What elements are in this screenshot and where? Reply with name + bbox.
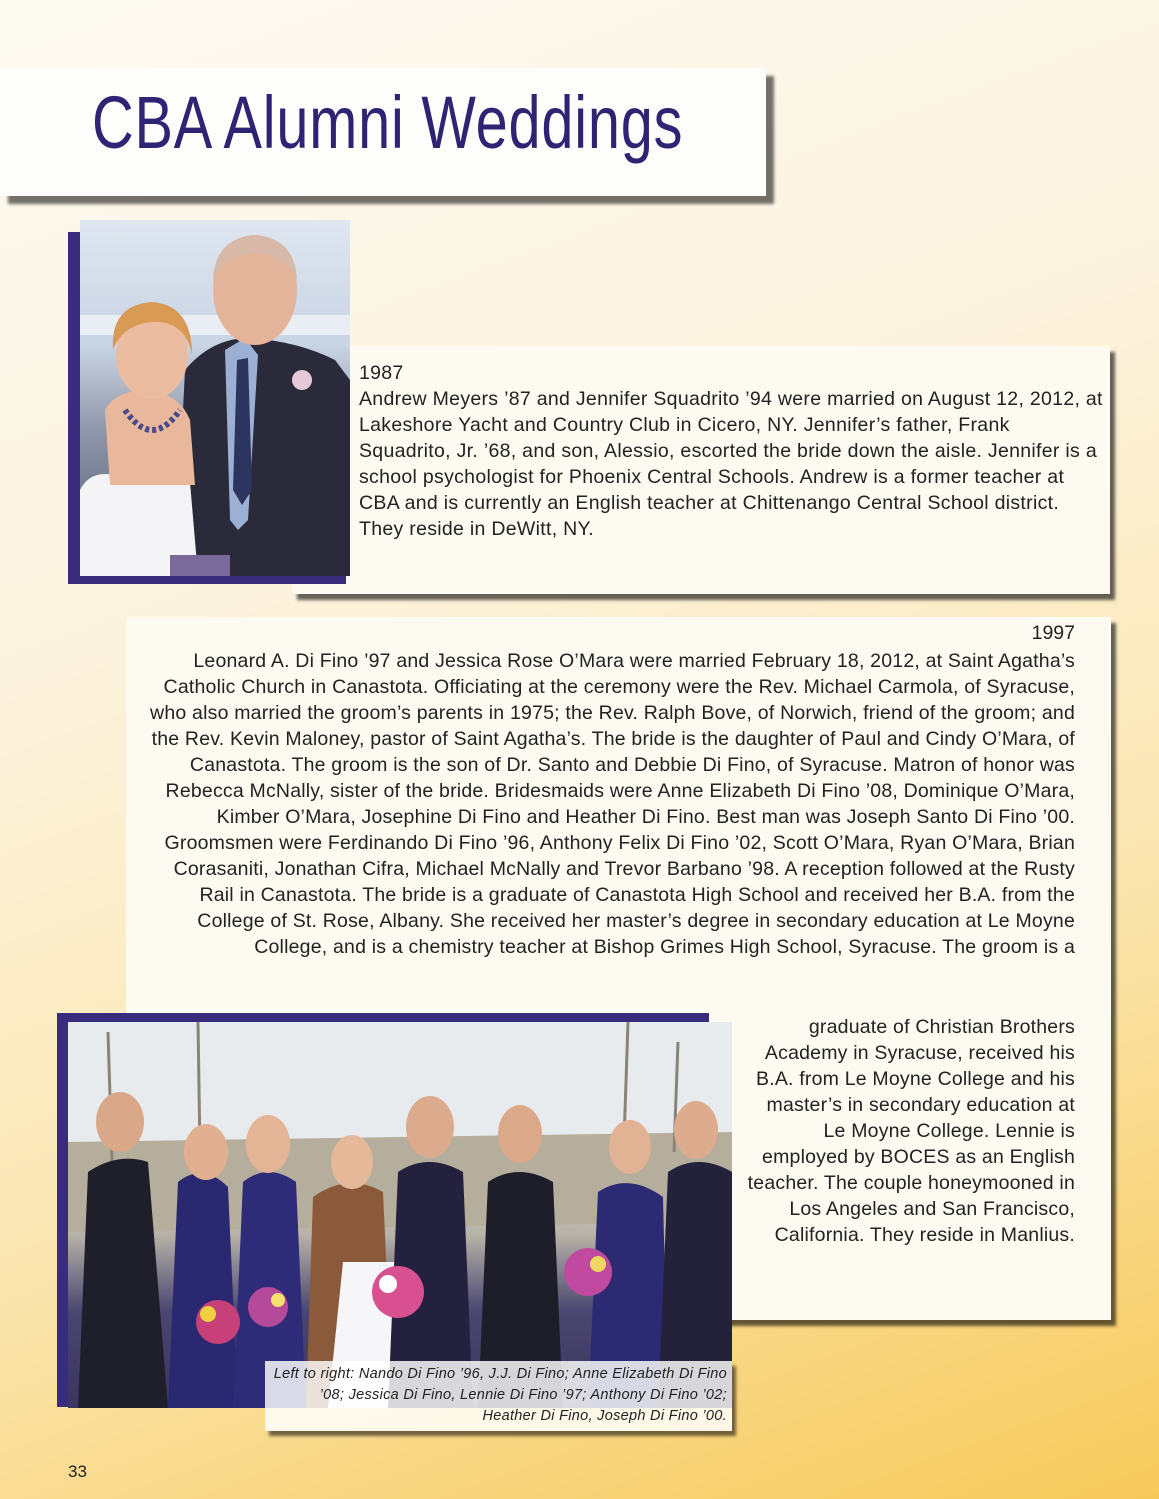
wedding-photo-1987 — [80, 220, 350, 576]
wedding-photo-1997 — [68, 1022, 732, 1408]
photo-caption: Left to right: Nando Di Fino ’96, J.J. Di Fino; Anne Elizabeth Di Fino ’08; Jessica Di Fino, Lennie Di Fino ’97; Anthony Di Fino ’02; Heather Di Fino, Joseph Di Fino ’00. — [273, 1366, 727, 1424]
entry-1987-year: 1987 — [359, 362, 404, 384]
entry-1987-paragraph: Andrew Meyers ’87 and Jennifer Squadrito ’94 were married on August 12, 2012, at Lakeshore Yacht and Country Club in Cicero, NY. Jennifer’s father, Frank Squadrito, Jr. ’68, and son, Alessio, escorted the bride down the aisle. Jennifer is a school psychologist for Phoenix Central Schools. Andrew is a former teacher at CBA and is currently an English teacher at Chittenango Central School district. They reside in DeWitt, NY. — [359, 388, 1103, 540]
entry-1997-paragraph-top: Leonard A. Di Fino ’97 and Jessica Rose O’Mara were married February 18, 2012, at Saint Agatha’s Catholic Church in Canastota. Officiating at the ceremony were the Rev. Michael Carmola, of Syracuse, who also married the groom’s parents in 1975; the Rev. Ralph Bove, of Norwich, friend of the groom; and the Rev. Kevin Maloney, pastor of Saint Agatha’s. The bride is the daughter of Paul and Cindy O’Mara, of Canastota. The groom is the son of Dr. Santo and Debbie Di Fino, of Syracuse. Matron of honor was Rebecca McNally, sister of the bride. Bridesmaids were Anne Elizabeth Di Fino ’08, Dominique O’Mara, Kimber O’Mara, Josephine Di Fino and Heather Di Fino. Best man was Joseph Santo Di Fino ’00. Groomsmen were Ferdinando Di Fino ’96, Anthony Felix Di Fino ’02, Scott O’Mara, Ryan O’Mara, Brian Corasaniti, Jonathan Cifra, Michael McNally and Trevor Barbano ’98. A reception followed at the Rusty Rail in Canastota. The bride is a graduate of Canastota High School and received her B.A. from the College of St. Rose, Albany. She received her master’s degree in secondary education at Le Moyne College, and is a chemistry teacher at Bishop Grimes High School, Syracuse. The groom is a — [150, 650, 1075, 958]
entry-1997-text — [150, 648, 1075, 960]
entry-1997-year: 1997 — [1031, 622, 1075, 644]
entry-1997-side-text — [740, 1014, 1075, 1248]
entry-1987-text — [359, 360, 1104, 542]
entry-1997-paragraph-side: graduate of Christian Brothers Academy in Syracuse, received his B.A. from Le Moyne College and his master’s in secondary education at Le Moyne College. Lennie is employed by BOCES as an English teacher. The couple honeymooned in Los Angeles and San Francisco, California. They reside in Manlius. — [747, 1016, 1075, 1246]
page-title: CBA Alumni Weddings — [92, 81, 684, 164]
page-number: 33 — [68, 1462, 87, 1481]
